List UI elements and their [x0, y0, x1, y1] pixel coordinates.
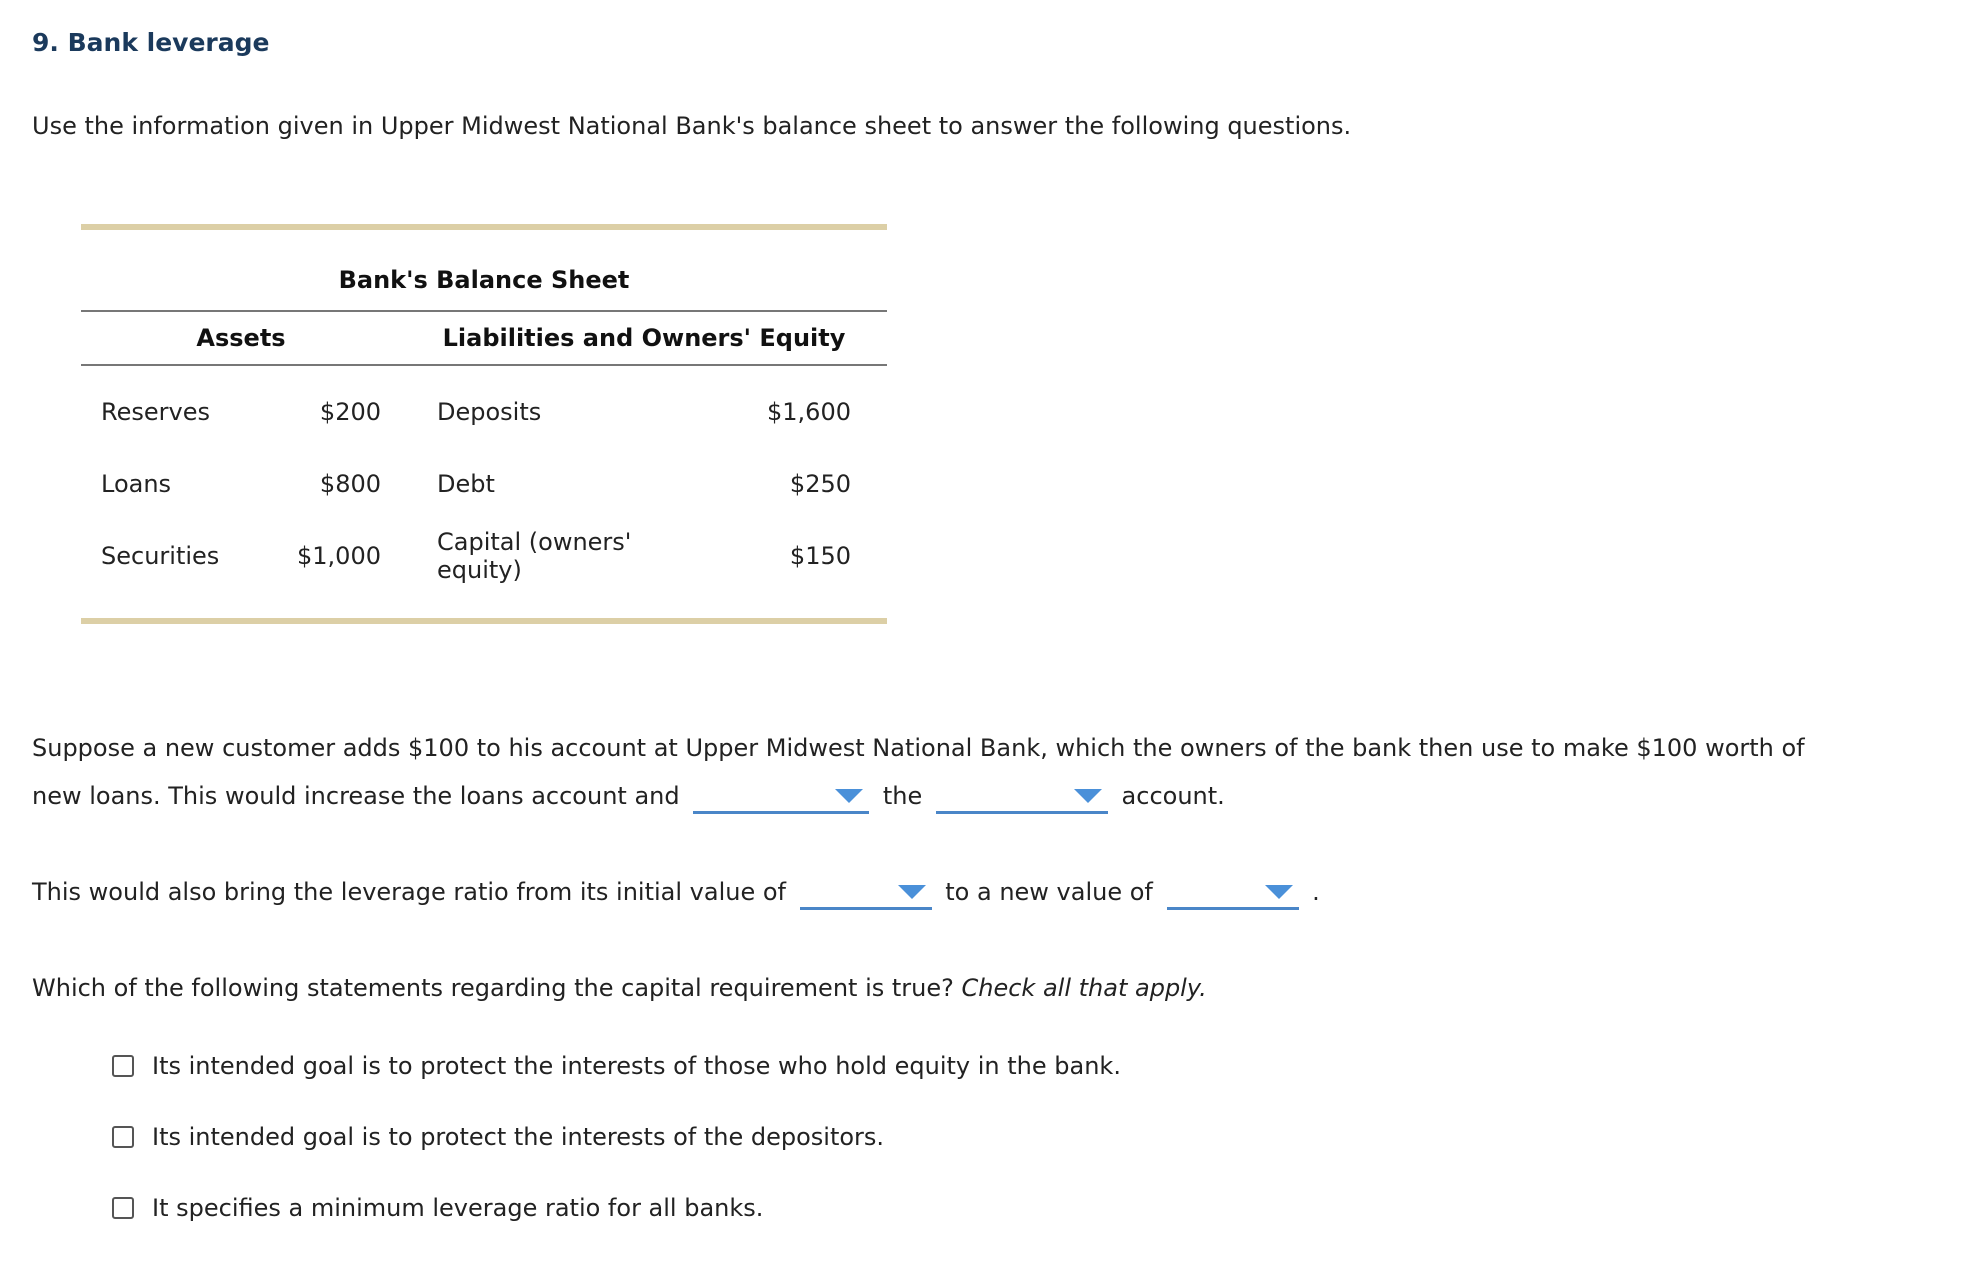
- capital-requirement-options: [112, 1048, 1121, 1261]
- assets-header: Assets: [81, 312, 401, 365]
- increase-account-dropdown-2[interactable]: [936, 775, 1108, 814]
- question-2-middle: to a new value of: [945, 878, 1153, 906]
- new-leverage-dropdown[interactable]: [1167, 871, 1299, 910]
- option-equity-holders[interactable]: [112, 1048, 1121, 1084]
- checkbox[interactable]: [112, 1197, 134, 1219]
- asset-label: Loans: [101, 470, 172, 498]
- chevron-down-icon: [898, 885, 926, 899]
- liability-value: $250: [789, 470, 851, 498]
- question-2-start: This would also bring the leverage ratio from its initial value of: [32, 878, 786, 906]
- chevron-down-icon: [1265, 885, 1293, 899]
- balance-sheet: [81, 224, 887, 624]
- question-3-instruction: Check all that apply.: [961, 974, 1207, 1002]
- asset-label: Reserves: [101, 398, 210, 426]
- liability-value: $1,600: [767, 398, 851, 426]
- liability-label: Debt: [437, 470, 495, 498]
- table-row: [81, 448, 887, 520]
- question-1-end: account.: [1121, 782, 1225, 810]
- chevron-down-icon: [1074, 789, 1102, 803]
- balance-sheet-title: Bank's Balance Sheet: [81, 230, 887, 312]
- question-2-end: .: [1312, 878, 1320, 906]
- asset-value: $200: [319, 398, 381, 426]
- checkbox[interactable]: [112, 1126, 134, 1148]
- liability-label: Capital (owners' equity): [437, 528, 632, 584]
- balance-sheet-table: [81, 312, 887, 618]
- balance-sheet-bottom-bar: [81, 618, 887, 624]
- question-1: [32, 724, 1932, 820]
- table-row: [81, 365, 887, 448]
- option-depositors[interactable]: [112, 1119, 1121, 1155]
- table-row: [81, 520, 887, 618]
- checkbox[interactable]: [112, 1055, 134, 1077]
- liability-label: Deposits: [437, 398, 542, 426]
- option-label: It specifies a minimum leverage ratio for all banks.: [152, 1194, 764, 1222]
- increase-account-dropdown-1[interactable]: [693, 775, 869, 814]
- liabilities-header: Liabilities and Owners' Equity: [401, 312, 887, 365]
- liability-value: $150: [789, 542, 851, 570]
- question-title: 9. Bank leverage: [32, 28, 270, 57]
- chevron-down-icon: [835, 789, 863, 803]
- question-3-prompt: Which of the following statements regarding the capital requirement is true?: [32, 974, 954, 1002]
- question-3: [32, 964, 1207, 1012]
- option-label: Its intended goal is to protect the interests of those who hold equity in the bank.: [152, 1052, 1121, 1080]
- question-2: [32, 868, 1320, 916]
- option-label: Its intended goal is to protect the interests of the depositors.: [152, 1123, 885, 1151]
- question-1-middle: the: [882, 782, 923, 810]
- option-minimum-leverage[interactable]: [112, 1190, 1121, 1226]
- initial-leverage-dropdown[interactable]: [800, 871, 932, 910]
- question-1-line1: Suppose a new customer adds $100 to his account at Upper Midwest National Bank, which the owners of the bank then use to make $100 worth of: [32, 734, 1805, 762]
- intro-text: Use the information given in Upper Midwest National Bank's balance sheet to answer the following questions.: [32, 112, 1352, 140]
- asset-value: $1,000: [297, 542, 381, 570]
- asset-value: $800: [319, 470, 381, 498]
- question-1-line2: new loans. This would increase the loans account and: [32, 782, 680, 810]
- asset-label: Securities: [101, 542, 220, 570]
